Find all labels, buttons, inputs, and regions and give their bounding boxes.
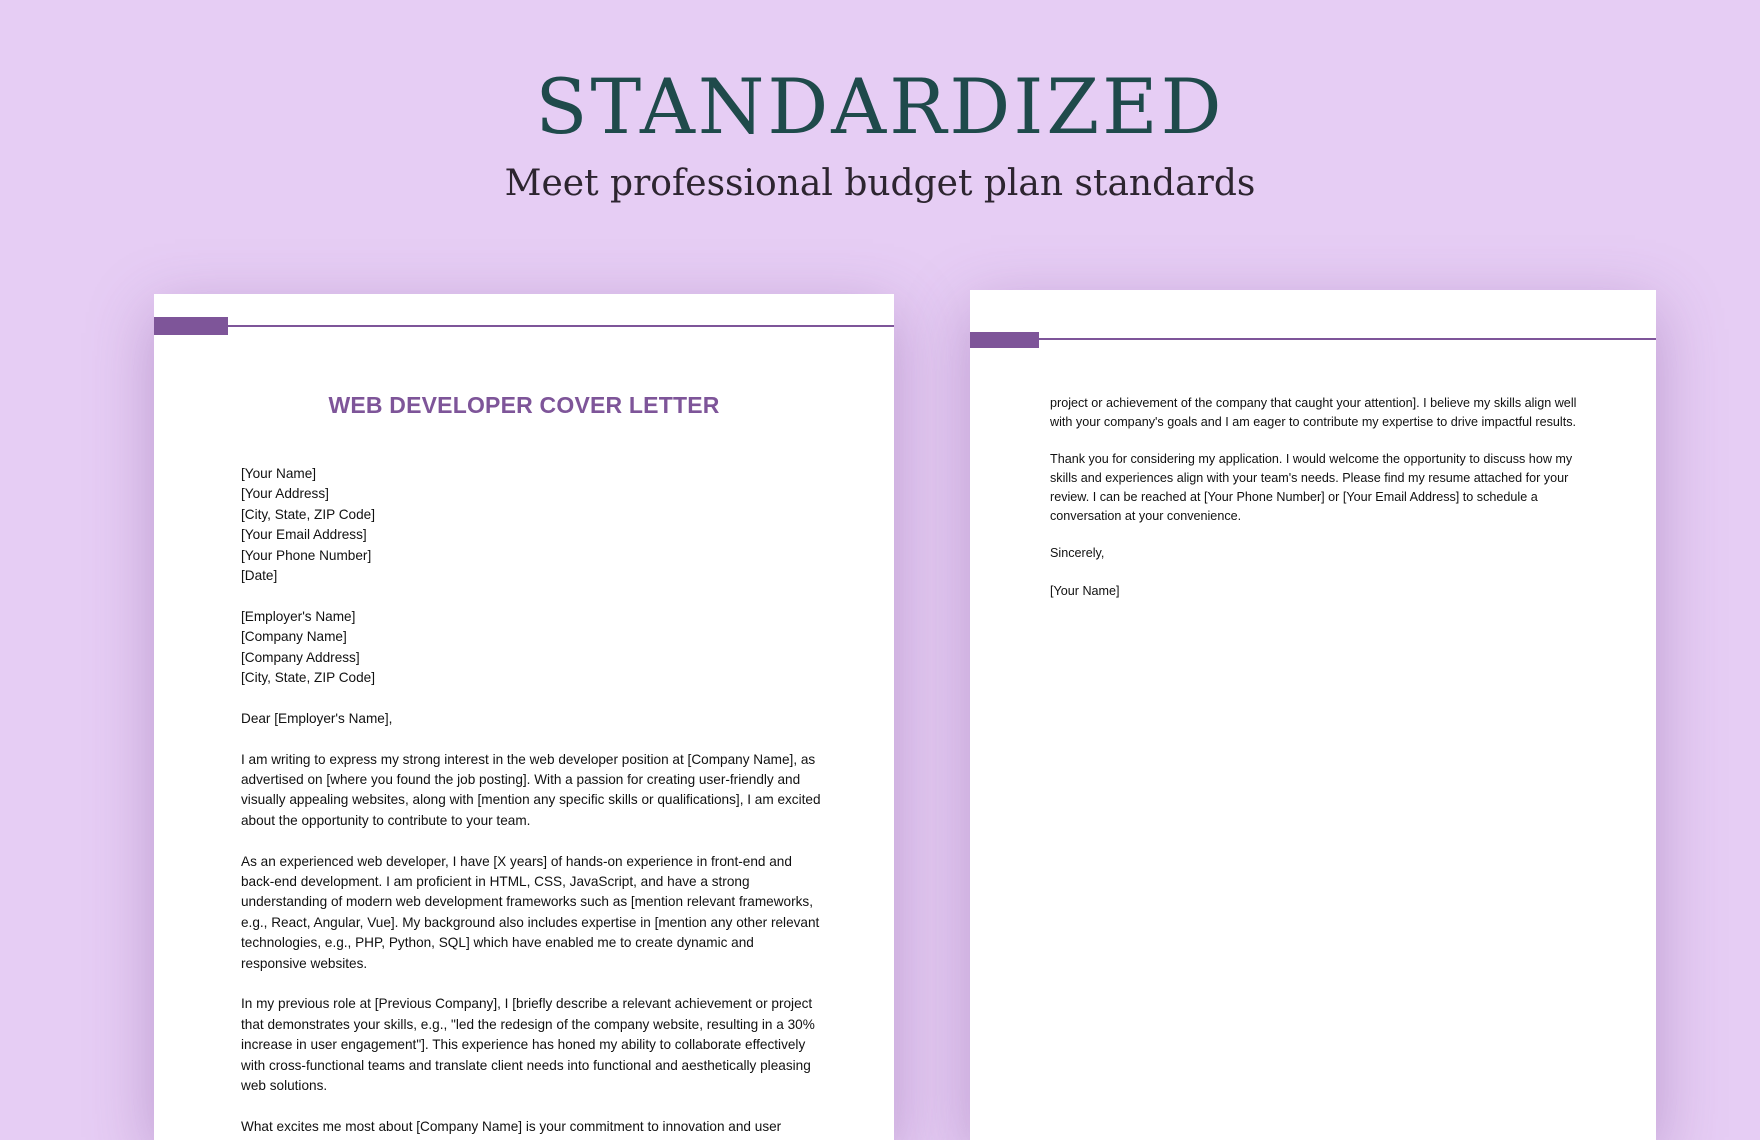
salutation: Dear [Employer's Name], <box>241 710 393 726</box>
body-paragraph: Thank you for considering my application. I would welcome the opportunity to discuss how my skills and experiences align with your team's needs. Please find my resume attached for your review. I can be reached at [Your Phone Number] or [Your Email Address] to schedule a conversation at your convenience. <box>1050 452 1573 523</box>
recipient-line: [City, State, ZIP Code] <box>241 670 375 686</box>
cover-letter-page-2 <box>970 290 1656 1140</box>
header-accent-tab <box>970 332 1039 348</box>
recipient-line: [Company Name] <box>241 629 347 645</box>
closing: Sincerely, <box>1050 546 1105 561</box>
header-rule <box>970 338 1656 340</box>
header-rule <box>154 325 894 327</box>
sender-block <box>241 464 821 586</box>
sender-line: [Your Email Address] <box>241 527 367 543</box>
body-paragraph: What excites me most about [Company Name] is your commitment to innovation and user <box>241 1118 782 1134</box>
recipient-line: [Company Address] <box>241 649 360 665</box>
hero-title: STANDARDIZED <box>535 62 1225 151</box>
body-paragraph: As an experienced web developer, I have [X years] of hands-on experience in front-end and back-end development. I am proficient in HTML, CSS, JavaScript, and have a strong understanding of modern web development frameworks such as [mention relevant frameworks, e.g., React, Angular, Vue]. My background also includes expertise in [mention any other relevant technologies, e.g., PHP, Python, SQL] which have enabled me to create dynamic and responsive websites. <box>241 853 820 971</box>
signature: [Your Name] <box>1050 583 1120 598</box>
sender-line: [Date] <box>241 568 278 584</box>
letter-body <box>241 464 821 1140</box>
cover-letter-page-1 <box>154 294 894 1140</box>
sender-line: [Your Address] <box>241 486 329 502</box>
sender-line: [City, State, ZIP Code] <box>241 506 375 522</box>
recipient-block <box>241 607 821 689</box>
body-paragraph: In my previous role at [Previous Company], I [briefly describe a relevant achievement or project that demonstrates your skills, e.g., "led the redesign of the company website, resulting in a 30% increase in user engagement"]. This experience has honed my ability to collaborate effectively with cross-functional teams and translate client needs into functional and aesthetically pleasing web solutions. <box>241 996 815 1094</box>
body-paragraph: I am writing to express my strong interest in the web developer position at [Company Name], as advertised on [where you found the job posting]. With a passion for creating user-friendly and visually appealing websites, along with [mention any specific skills or qualifications], I am excited about the opportunity to contribute to your team. <box>241 751 821 828</box>
header-accent-tab <box>154 317 228 335</box>
sender-line: [Your Name] <box>241 466 317 481</box>
document-title: WEB DEVELOPER COVER LETTER <box>328 392 720 418</box>
body-paragraph: project or achievement of the company that caught your attention]. I believe my skills align well with your company's goals and I am eager to contribute my expertise to drive impactful results. <box>1050 396 1577 429</box>
hero-subtitle: Meet professional budget plan standards <box>504 163 1256 204</box>
sender-line: [Your Phone Number] <box>241 547 372 563</box>
recipient-line: [Employer's Name] <box>241 608 356 624</box>
letter-body-continued <box>1050 394 1590 620</box>
